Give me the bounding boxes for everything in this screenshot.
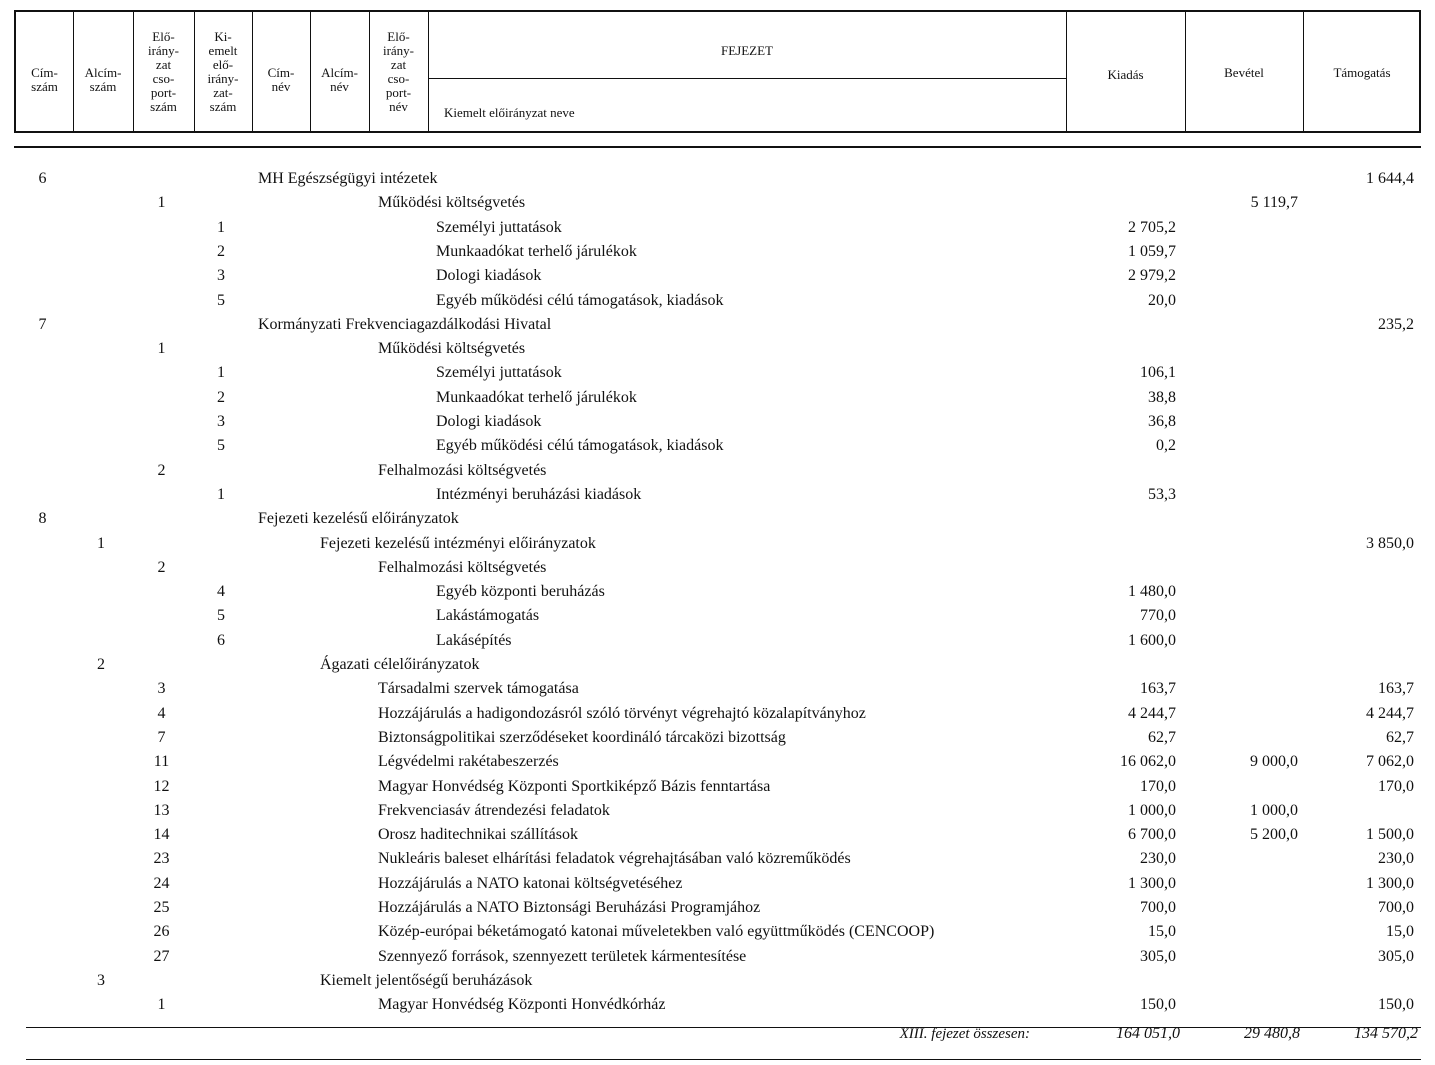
row-name: Kormányzati Frekvenciagazdálkodási Hivatal	[258, 315, 552, 333]
row-name: Szennyező források, szennyezett területek kármentesítése	[378, 947, 747, 965]
table-row	[0, 314, 1435, 336]
row-csoport-szam: 1	[157, 996, 166, 1014]
header-cimnev: Cím- név	[267, 65, 295, 94]
row-kiadas: 170,0	[1140, 777, 1176, 795]
row-name: Orosz haditechnikai szállítások	[378, 826, 578, 844]
table-row	[0, 921, 1435, 943]
row-kiadas: 2 979,2	[1128, 267, 1176, 285]
row-cimszam: 7	[38, 315, 47, 333]
row-kiadas: 6 700,0	[1128, 826, 1176, 844]
row-csoport-szam: 27	[153, 947, 170, 965]
row-name: Nukleáris baleset elhárítási feladatok végrehajtásában való közreműködés	[378, 850, 851, 868]
row-kiadas: 1 480,0	[1128, 583, 1176, 601]
row-kiadas: 16 062,0	[1120, 753, 1176, 771]
row-name: Hozzájárulás a hadigondozásról szóló törvényt végrehajtó közalapítványhoz	[378, 704, 866, 722]
row-tamogatas: 1 500,0	[1366, 826, 1414, 844]
row-tamogatas: 305,0	[1378, 947, 1414, 965]
table-row	[0, 387, 1435, 409]
header-fejezet: FEJEZET	[721, 43, 773, 58]
row-name: Egyéb központi beruházás	[436, 583, 605, 601]
table-row	[0, 848, 1435, 870]
row-kiadas: 230,0	[1140, 850, 1176, 868]
row-csoport-szam: 2	[157, 558, 166, 576]
row-bevetel: 1 000,0	[1250, 801, 1298, 819]
row-tamogatas: 15,0	[1386, 923, 1414, 941]
table-row	[0, 800, 1435, 822]
row-csoport-szam: 3	[157, 680, 166, 698]
row-name: Lakástámogatás	[436, 607, 540, 625]
row-name: Intézményi beruházási kiadások	[436, 485, 642, 503]
table-row	[0, 581, 1435, 603]
row-csoport-szam: 26	[153, 923, 170, 941]
row-name: Személyi juttatások	[436, 364, 562, 382]
header-kiadas: Kiadás	[1107, 67, 1144, 82]
total-bottom-rule	[26, 1059, 1421, 1060]
row-kiemelt-szam: 2	[217, 388, 225, 406]
row-name: Fejezeti kezelésű intézményi előirányzatok	[320, 534, 596, 552]
table-row	[0, 970, 1435, 992]
row-kiadas: 305,0	[1140, 947, 1176, 965]
row-name: Egyéb működési célú támogatások, kiadások	[436, 437, 724, 455]
total-row	[0, 1023, 1435, 1045]
row-name: Felhalmozási költségvetés	[378, 558, 547, 576]
row-csoport-szam: 2	[157, 461, 166, 479]
row-alcimszam: 2	[97, 656, 105, 673]
row-kiemelt-szam: 1	[217, 485, 225, 503]
total-tamogatas: 134 570,2	[1354, 1025, 1418, 1042]
row-name: Lakásépítés	[436, 631, 512, 649]
table-row	[0, 411, 1435, 433]
row-bevetel: 5 119,7	[1250, 194, 1298, 212]
row-kiemelt-szam: 1	[217, 218, 225, 236]
row-csoport-szam: 13	[153, 801, 170, 819]
row-name: Fejezeti kezelésű előirányzatok	[258, 510, 459, 528]
table-row	[0, 338, 1435, 360]
row-kiadas: 4 244,7	[1128, 704, 1176, 722]
row-cimszam: 8	[38, 510, 47, 528]
row-tamogatas: 1 644,4	[1366, 170, 1414, 187]
row-kiemelt-szam: 5	[217, 437, 225, 455]
row-name: Társadalmi szervek támogatása	[378, 680, 579, 698]
row-tamogatas: 62,7	[1386, 728, 1414, 746]
table-header	[14, 10, 1421, 133]
row-kiadas: 1 059,7	[1128, 242, 1176, 260]
row-csoport-szam: 12	[153, 777, 170, 795]
table-row	[0, 557, 1435, 579]
header-eloiranyzat-csoport-szam: Elő- irány- zat cso- port- szám	[147, 29, 180, 114]
table-row	[0, 241, 1435, 263]
row-tamogatas: 230,0	[1378, 850, 1414, 868]
header-kiemelt-eloiranyzat-szam: Ki- emelt elő- irány- zat- szám	[207, 29, 239, 114]
row-csoport-szam: 14	[153, 826, 170, 844]
table-row	[0, 217, 1435, 239]
row-name: Személyi juttatások	[436, 218, 562, 236]
row-csoport-szam: 11	[153, 753, 170, 771]
row-kiadas: 0,2	[1156, 437, 1176, 455]
table-row	[0, 776, 1435, 798]
row-tamogatas: 170,0	[1378, 777, 1414, 795]
row-kiemelt-szam: 3	[217, 267, 225, 285]
table-row	[0, 678, 1435, 700]
table-row	[0, 824, 1435, 846]
table-row	[0, 290, 1435, 312]
row-csoport-szam: 1	[157, 194, 166, 212]
header-kiemelt-eloiranyzat-neve: Kiemelt előirányzat neve	[444, 105, 575, 120]
row-name: Munkaadókat terhelő járulékok	[436, 388, 637, 406]
row-name: Hozzájárulás a NATO Biztonsági Beruházási Programjához	[378, 899, 761, 916]
table-row	[0, 897, 1435, 919]
row-kiemelt-szam: 3	[217, 413, 225, 430]
row-kiemelt-szam: 5	[217, 607, 225, 625]
row-kiadas: 1 000,0	[1128, 801, 1176, 819]
table-row	[0, 751, 1435, 773]
row-tamogatas: 1 300,0	[1366, 874, 1414, 892]
row-name: Frekvenciasáv átrendezési feladatok	[378, 801, 610, 819]
table-row	[0, 362, 1435, 384]
row-kiadas: 62,7	[1148, 728, 1176, 746]
table-row	[0, 605, 1435, 627]
header-bevetel: Bevétel	[1224, 65, 1264, 80]
row-name: Működési költségvetés	[378, 340, 526, 358]
row-name: Dologi kiadások	[436, 413, 542, 430]
row-bevetel: 9 000,0	[1250, 753, 1298, 771]
table-row	[0, 460, 1435, 482]
row-name: Biztonságpolitikai szerződéseket koordináló tárcaközi bizottság	[378, 728, 786, 746]
table-row	[0, 994, 1435, 1016]
row-kiadas: 20,0	[1148, 291, 1176, 309]
table-row	[0, 703, 1435, 725]
table-row	[0, 484, 1435, 506]
row-kiadas: 38,8	[1148, 388, 1176, 406]
table-row	[0, 630, 1435, 652]
row-tamogatas: 163,7	[1378, 680, 1414, 698]
row-csoport-szam: 25	[153, 899, 170, 916]
header-alcimnev: Alcím- név	[321, 65, 358, 94]
row-kiadas: 2 705,2	[1128, 218, 1176, 236]
header-bottom-rule	[14, 146, 1421, 148]
table-row	[0, 946, 1435, 968]
row-kiemelt-szam: 1	[217, 364, 225, 382]
row-alcimszam: 3	[97, 971, 105, 989]
row-name: Munkaadókat terhelő járulékok	[436, 242, 637, 260]
header-cimszam: Cím- szám	[31, 65, 58, 94]
row-name: Egyéb működési célú támogatások, kiadások	[436, 291, 724, 309]
total-kiadas: 164 051,0	[1116, 1025, 1180, 1042]
row-tamogatas: 700,0	[1378, 899, 1414, 916]
table-row	[0, 435, 1435, 457]
row-name: Közép-európai béketámogató katonai műveletekben való együttműködés (CENCOOP)	[378, 923, 935, 941]
row-kiadas: 163,7	[1140, 680, 1176, 698]
row-name: Kiemelt jelentőségű beruházások	[320, 971, 533, 989]
table-row	[0, 508, 1435, 530]
row-bevetel: 5 200,0	[1250, 826, 1298, 844]
row-kiadas: 1 300,0	[1128, 874, 1176, 892]
table-row	[0, 727, 1435, 749]
row-kiadas: 700,0	[1140, 899, 1176, 916]
row-tamogatas: 3 850,0	[1366, 534, 1414, 552]
row-kiemelt-szam: 2	[217, 242, 225, 260]
table-row	[0, 192, 1435, 214]
header-alcimszam: Alcím- szám	[84, 65, 122, 94]
total-label: XIII. fejezet összesen:	[899, 1026, 1030, 1042]
table-row	[0, 873, 1435, 895]
row-kiadas: 1 600,0	[1128, 631, 1176, 649]
table-row	[0, 168, 1435, 190]
total-bevetel: 29 480,8	[1244, 1025, 1300, 1042]
row-csoport-szam: 7	[157, 728, 166, 746]
row-name: Magyar Honvédség Központi Sportkiképző Bázis fenntartása	[378, 777, 771, 795]
row-tamogatas: 7 062,0	[1366, 753, 1414, 771]
row-tamogatas: 4 244,7	[1366, 704, 1414, 722]
row-tamogatas: 150,0	[1378, 996, 1414, 1014]
row-csoport-szam: 23	[153, 850, 170, 868]
table-row	[0, 533, 1435, 555]
row-name: Hozzájárulás a NATO katonai költségvetéséhez	[378, 874, 683, 892]
row-kiadas: 106,1	[1140, 364, 1176, 382]
row-kiadas: 15,0	[1148, 923, 1176, 941]
row-kiadas: 150,0	[1140, 996, 1176, 1014]
row-csoport-szam: 1	[157, 340, 166, 358]
row-name: Ágazati célelőirányzatok	[320, 656, 480, 673]
row-kiemelt-szam: 6	[217, 631, 225, 649]
row-csoport-szam: 24	[153, 874, 170, 892]
row-kiemelt-szam: 5	[217, 291, 225, 309]
row-kiadas: 770,0	[1140, 607, 1176, 625]
row-name: MH Egészségügyi intézetek	[258, 170, 438, 187]
header-tamogatas: Támogatás	[1333, 65, 1391, 80]
row-name: Légvédelmi rakétabeszerzés	[378, 753, 559, 771]
row-tamogatas: 235,2	[1378, 315, 1414, 333]
table-row	[0, 265, 1435, 287]
row-name: Dologi kiadások	[436, 267, 542, 285]
row-alcimszam: 1	[97, 534, 105, 552]
row-name: Működési költségvetés	[378, 194, 526, 212]
row-kiemelt-szam: 4	[217, 583, 225, 601]
row-kiadas: 36,8	[1148, 413, 1176, 430]
header-eloiranyzat-csoport-nev: Elő- irány- zat cso- port- név	[382, 29, 415, 114]
row-csoport-szam: 4	[157, 704, 166, 722]
row-kiadas: 53,3	[1148, 485, 1176, 503]
row-cimszam: 6	[38, 170, 47, 187]
table-row	[0, 654, 1435, 676]
row-name: Felhalmozási költségvetés	[378, 461, 547, 479]
row-name: Magyar Honvédség Központi Honvédkórház	[378, 996, 666, 1014]
